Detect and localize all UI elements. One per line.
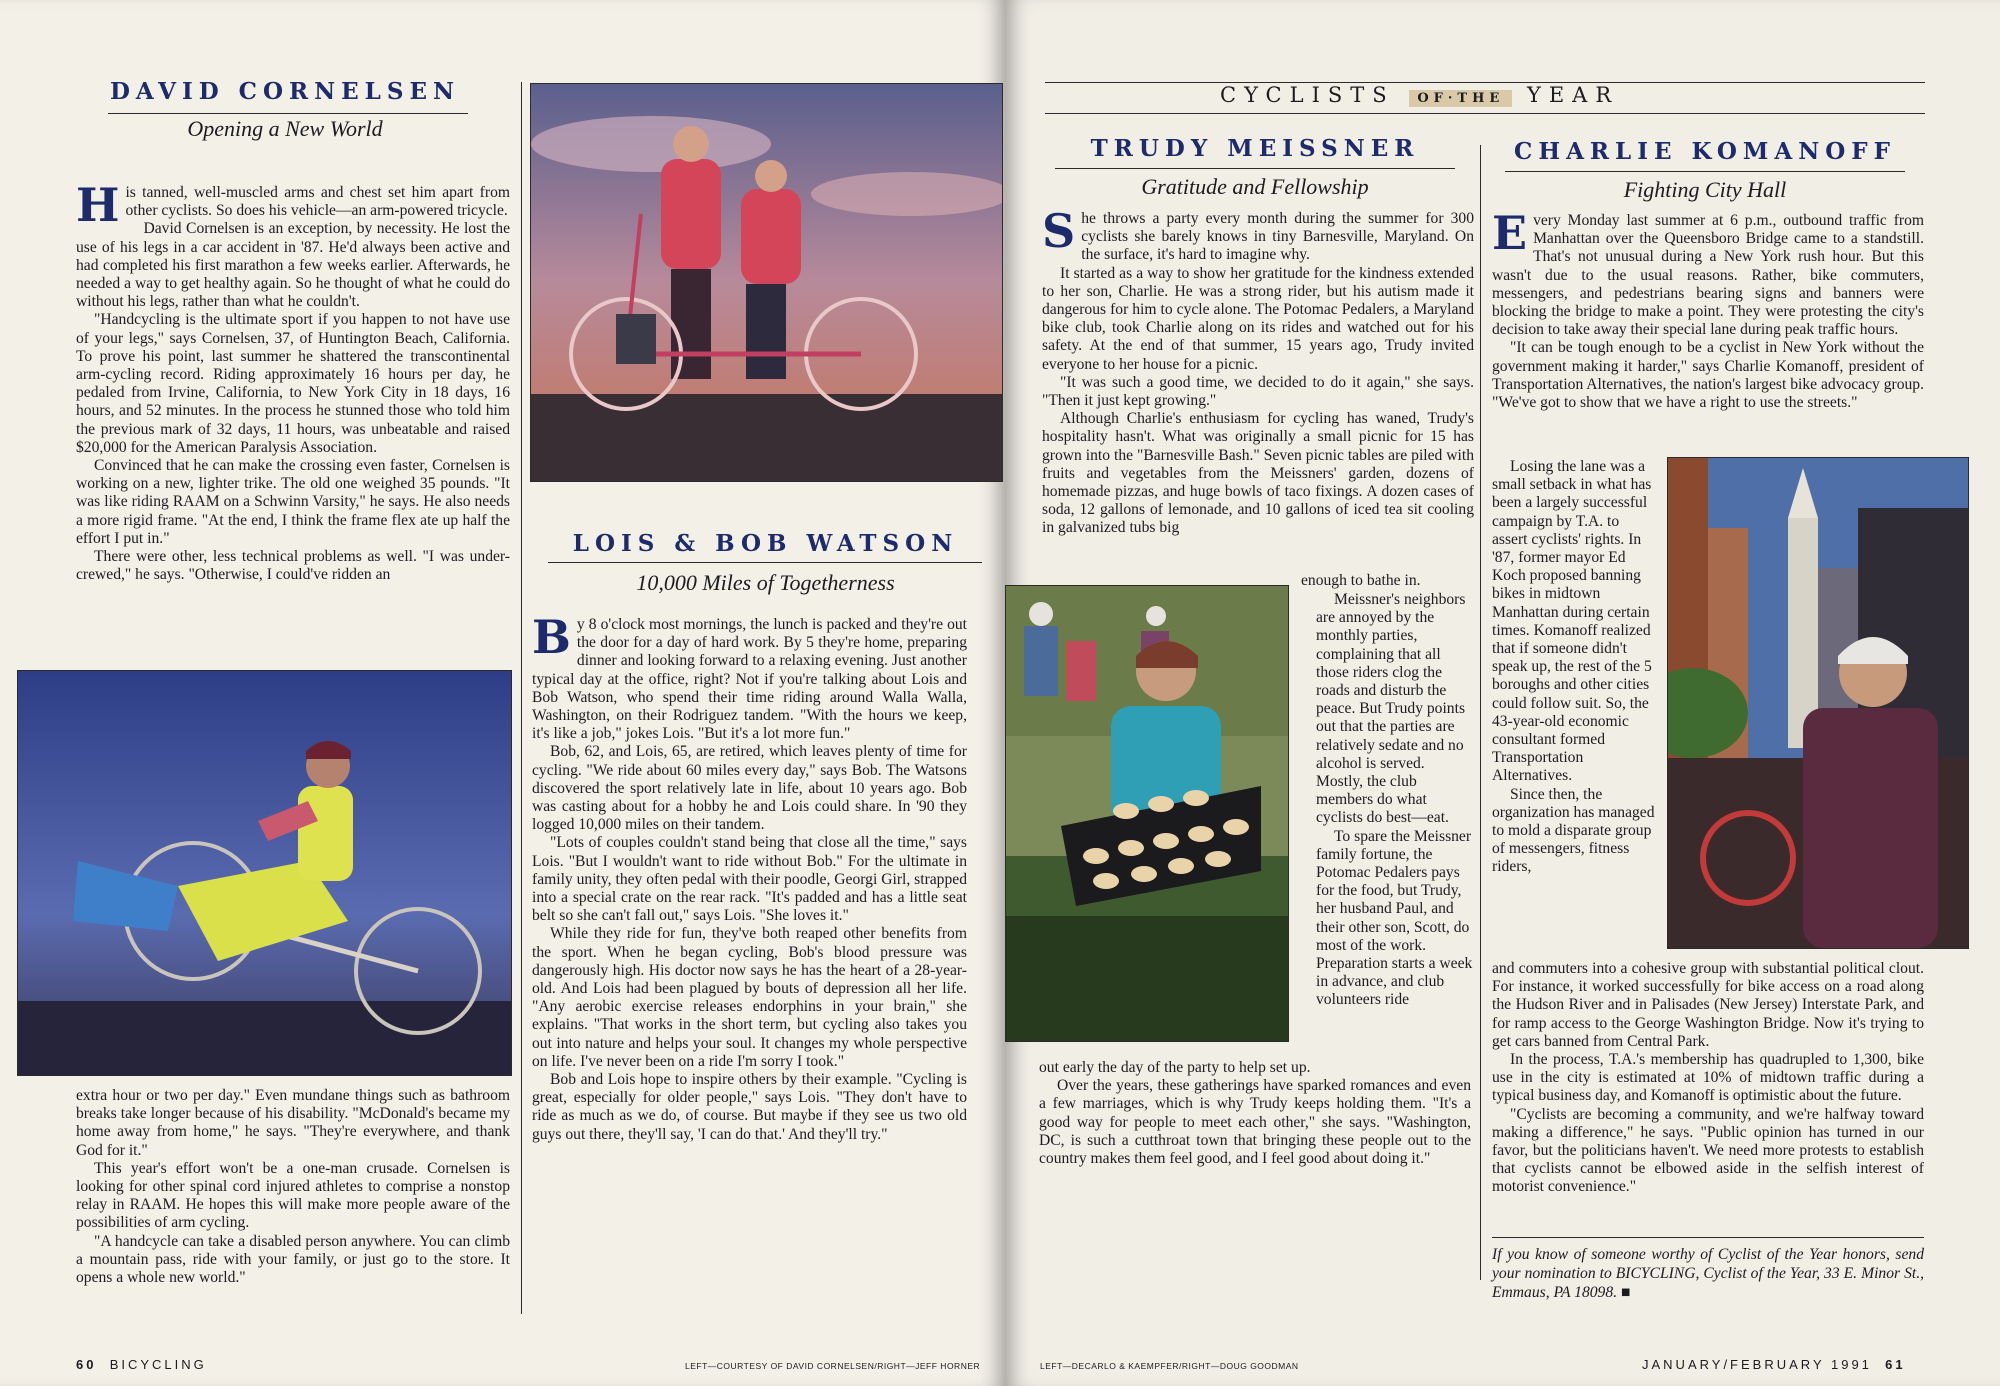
article-paragraph: Bob and Lois hope to inspire others by their example. "Cycling is great, especially for older people," says Lois. "They don't have to ride as much as we do, of course. But maybe if they see us two old guys out there, they'll say, 'I can do that.' And they'll try.": [532, 1071, 967, 1143]
cornelsen-dropcap: H: [76, 184, 120, 232]
article-paragraph: "Handcycling is the ultimate sport if you happen to not have use of your legs," says Cornelsen, 37, of Huntington Beach, California. To prove his point, last summer he shattered the transcontinental arm-cycling record. Riding approximately 16 hours per day, he pedaled from Irvine, California, to New York City in 18 days, 16 hours, and 52 minutes. In the process he stunned those who told him the previous mark of 32 days, 11 hours, was unbeatable and raised $20,000 for the American Paralysis Association.: [76, 311, 510, 456]
article-paragraph: Over the years, these gatherings have sparked romances and even a few marriages, which is why Trudy keeps holding them. "It's a good way for people to meet each other," she says. "Washington, DC, is such a cutthroat town that bringing these people out to the country makes them feel good, and I feel good about doing it.": [1039, 1077, 1471, 1168]
meissner-article-top: [1042, 210, 1474, 572]
komanoff-article-top: [1492, 212, 1924, 457]
komanoff-dropcap: E: [1492, 212, 1528, 260]
komanoff-article-bottom: [1492, 960, 1924, 1228]
column-divider: [1480, 145, 1481, 1280]
article-paragraph: y 8 o'clock most mornings, the lunch is packed and they're out the door for a day of hard work. By 5 they're home, preparing dinner and looking forward to a relaxing evening. Just another typical day at the office, right? Not if you're talking about Lois and Bob Watson, who spend their time riding around Walla Walla, Washington, on their Rodriguez tandem. "With the hours we keep, it's like a job," jokes Lois. "But it's a lot more fun.": [532, 616, 967, 743]
cornelsen-headline-rule: [108, 113, 468, 114]
nomination-note: If you know of someone worthy of Cyclist of the Year honors, send your nomination to BICYCLING, Cyclist of the Year, 33 E. Minor St., Emmaus, PA 18098. ■: [1492, 1246, 1924, 1301]
meissner-article-side: [1316, 591, 1474, 1059]
article-paragraph: It started as a way to show her gratitude for the kindness extended to her son, Charlie. He was a strong rider, but his autism made it dangerous for him to cycle alone. The Potomac Pedalers, a Maryland bike club, took Charlie along on its rides and watched out for his safety. At the end of that summer, 15 years ago, Trudy invited everyone to her house for a picnic.: [1042, 264, 1474, 373]
article-paragraph: Convinced that he can make the crossing even faster, Cornelsen is working on a new, lighter trike. The old one weighed 35 pounds. "It was like riding RAAM on a Schwinn Varsity," he says. He also needs a more rigid frame. "At the end, I think the frame flex ate up half the effort I put in.": [76, 457, 510, 547]
article-paragraph: David Cornelsen is an exception, by necessity. He lost the use of his legs in a car accident in '87. He'd always been active and had completed his first marathon a few weeks earlier. Afterwards, he needed a way to get healthy again. So he thought of what he could do without his legs, rather than what he couldn't.: [76, 220, 510, 311]
watson-article: [532, 616, 967, 1276]
komanoff-city-photo: [1667, 457, 1969, 949]
cornelsen-article-bottom: [76, 1087, 510, 1309]
komanoff-headline: CHARLIE KOMANOFF: [1514, 138, 1896, 165]
banner-year: YEAR: [1526, 83, 1620, 107]
article-paragraph: and commuters into a cohesive group with substantial political clout. For instance, it worked successfully for bike access on a road along the Hudson River and in Palisades (New Jersey) Interstate Park, and for ramp access to the George Washington Bridge. Now it's trying to get cars banned from Central Park.: [1492, 960, 1924, 1050]
cornelsen-handcycle-photo: [17, 670, 512, 1076]
watson-dropcap: B: [532, 616, 571, 664]
cornelsen-deck: Opening a New World: [187, 116, 383, 141]
meissner-headline: TRUDY MEISSNER: [1090, 135, 1420, 162]
watson-tandem-photo: [530, 83, 1003, 482]
article-paragraph: enough to bathe in.: [1301, 572, 1421, 589]
article-paragraph: extra hour or two per day." Even mundane things such as bathroom breaks take longer because of his disability. "McDonald's became my home away from home," he says. "They're everywhere, and thank God for it.": [76, 1087, 510, 1159]
article-paragraph: Since then, the organization has managed to mold a disparate group of messengers, fitness riders,: [1492, 785, 1655, 876]
article-paragraph: Bob, 62, and Lois, 65, are retired, which leaves plenty of time for cycling. "We ride about 60 miles every day," says Bob. The Watsons discovered the sport relatively late in life, about 10 years ago. Bob was casting about for a hobby he and Lois could share. In '90 they logged 10,000 miles on their tandem.: [532, 743, 967, 834]
komanoff-deck: Fighting City Hall: [1623, 177, 1787, 202]
page-number: 61: [1885, 1357, 1906, 1372]
meissner-wrap-line: [1005, 572, 1470, 592]
cornelsen-headline: DAVID CORNELSEN: [109, 78, 461, 105]
article-paragraph: In the process, T.A.'s membership has quadrupled to 1,300, bike use in the city is estimated at 10% of midtown traffic during a typical business day, and Komanoff is optimistic about the future.: [1492, 1051, 1924, 1105]
article-paragraph: "It can be tough enough to be a cyclist in New York without the government making it harder," says Charlie Komanoff, president of Transportation Alternatives, the nation's largest bike advocacy group. "We've got to show that we have a right to use the streets.": [1492, 339, 1924, 412]
right-photo-credit: LEFT—DECARLO & KAEMPFER/RIGHT—DOUG GOODMAN: [1040, 1361, 1299, 1371]
banner-of-the: OF·THE: [1409, 90, 1512, 107]
article-paragraph: he throws a party every month during the summer for 300 cyclists she barely knows in tiny Barnesville, Maryland. On the surface, it's hard to imagine why.: [1081, 210, 1474, 264]
article-paragraph: While they ride for fun, they've both reaped other benefits from the sport. When he began cycling, Bob's blood pressure was dangerously high. His doctor now says he has the heart of a 28-year-old. And Lois had been plagued by bouts of depression all her life. "Any aerobic exercise releases endorphins in your brain," she explains. "That works in the short term, but cycling also takes you out into nature and helps your soul. It changes my whole perspective on life. I've never been on a ride I'm sorry I took.": [532, 925, 967, 1070]
left-photo-credit: LEFT—COURTESY OF DAVID CORNELSEN/RIGHT—JEFF HORNER: [685, 1361, 981, 1371]
right-page: [1005, 0, 2000, 1386]
page-number: 60: [76, 1357, 97, 1372]
meissner-pizza-photo: [1005, 585, 1289, 1042]
article-paragraph: very Monday last summer at 6 p.m., outbound traffic from Manhattan over the Queensboro Bridge came to a standstill. That's not unusual during a New York rush hour. But this wasn't due to the usual reasons. Rather, bike commuters, messengers, and pedestrians bearing signs and banners were blocking the bridge to make a point. They were protesting the city's decision to take away their special lane during peak traffic hours.: [1492, 212, 1924, 339]
watson-deck: 10,000 Miles of Togetherness: [636, 570, 895, 595]
meissner-deck: Gratitude and Fellowship: [1141, 174, 1369, 199]
article-paragraph: There were other, less technical problems as well. "I was under-crewed," he says. "Otherwise, I could've ridden an: [76, 548, 510, 584]
issue-date: JANUARY/FEBRUARY 1991: [1642, 1357, 1872, 1372]
meissner-article-bottom: [1039, 1059, 1471, 1199]
meissner-headline-rule: [1055, 168, 1455, 169]
article-paragraph: Meissner's neighbors are annoyed by the monthly parties, complaining that all those riders clog the roads and disturb the peace. But Trudy points out that the parties are relatively sedate and no alcohol is served. Mostly, the club members do what cyclists do best—eat.: [1316, 591, 1466, 827]
meissner-dropcap: S: [1042, 210, 1076, 258]
banner-rule-bottom: [1045, 113, 1925, 114]
nomination-rule: [1492, 1237, 1924, 1238]
komanoff-headline-rule: [1505, 171, 1905, 172]
column-divider: [521, 82, 522, 1314]
article-paragraph: is tanned, well-muscled arms and chest set him apart from other cyclists. So does his vehicle—an arm-powered tricycle.: [125, 184, 510, 220]
left-folio: [76, 1357, 207, 1372]
cornelsen-article-top: [76, 184, 510, 654]
article-paragraph: This year's effort won't be a one-man crusade. Cornelsen is looking for other spinal cord injured athletes to comprise a nonstop relay in RAAM. He hopes this will make more people aware of the possibilities of arm cycling.: [76, 1159, 510, 1232]
section-banner: [1220, 83, 1619, 107]
article-paragraph: "Lots of couples couldn't stand being that close all the time," says Lois. "But I wouldn't want to ride without Bob." For the ultimate in family unity, they often pedal with their poodle, Georgi Girl, strapped into a special crate on the rear rack. "It's padded and has a little seat belt so she can't fall out," says Lois. "She loves it.": [532, 834, 967, 925]
article-paragraph: "A handcycle can take a disabled person anywhere. You can climb a mountain pass, ride with your family, or just go to the store. It opens a whole new world.": [76, 1232, 510, 1287]
right-folio: [1642, 1357, 1906, 1372]
article-paragraph: out early the day of the party to help set up.: [1039, 1059, 1311, 1076]
watson-headline: LOIS & BOB WATSON: [572, 530, 959, 557]
article-paragraph: Losing the lane was a small setback in what has been a largely successful campaign by T.A. to assert cyclists' rights. In '87, former mayor Ed Koch proposed banning bikes in midtown Manhattan during certain times. Komanoff realized that if someone didn't speak up, the rest of the 5 boroughs and other cities could follow suit. So, the 43-year-old economic consultant formed Transportation Alternatives.: [1492, 458, 1652, 785]
magazine-name: BICYCLING: [109, 1357, 207, 1372]
article-paragraph: Although Charlie's enthusiasm for cycling has waned, Trudy's hospitality hasn't. What was originally a small picnic for 15 has grown into the "Barnesville Bash." Seven picnic tables are piled with fruits and vegetables from the Meissners' garden, dozens of homemade pizzas, and huge bowls of taco fixings. A dozen cases of soda, 12 gallons of lemonade, and 10 gallons of iced tea sit cooling in galvanized tubs big: [1042, 410, 1474, 537]
article-paragraph: To spare the Meissner family fortune, the Potomac Pedalers pays for the food, but Trudy, her husband Paul, and their other son, Scott, do most of the work. Preparation starts a week in advance, and club volunteers ride: [1316, 827, 1473, 1009]
komanoff-article-narrow: [1492, 458, 1656, 946]
article-paragraph: "Cyclists are becoming a community, and we're halfway toward making a difference," he says. "Public opinion has turned in our favor, but the politicians haven't. We need more protests to establish that cyclists cannot be elbowed aside in the selfish interest of motorist convenience.": [1492, 1105, 1924, 1196]
article-paragraph: "It was such a good time, we decided to do it again," she says. "Then it just kept growing.": [1042, 373, 1474, 410]
watson-headline-rule: [548, 562, 982, 563]
banner-cyclists: CYCLISTS: [1220, 83, 1395, 107]
